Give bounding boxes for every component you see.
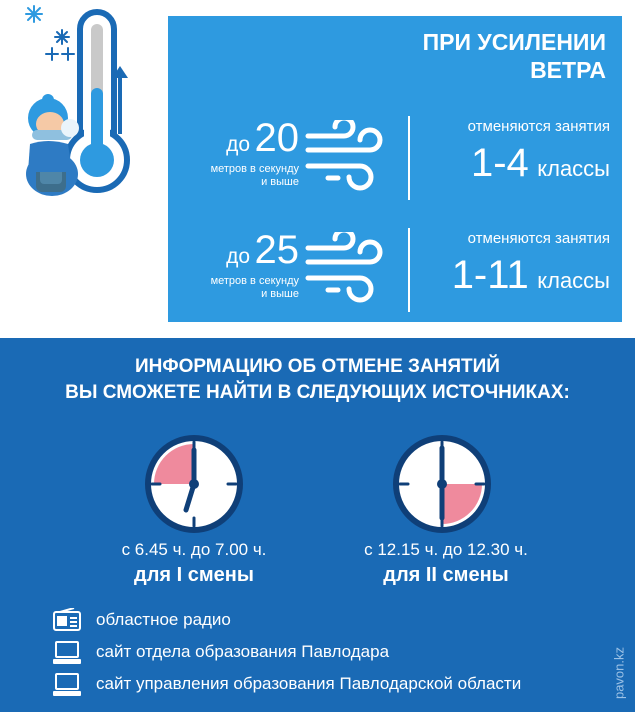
site-watermark xyxy=(604,635,634,710)
wind-row xyxy=(168,116,622,216)
speed-prefix: до xyxy=(226,245,251,268)
grades-range: 1-11 xyxy=(451,253,529,297)
computer-icon xyxy=(52,672,82,698)
speed-value: 25 xyxy=(254,228,299,272)
speed-caption-line-1: метров в секунду xyxy=(210,275,299,287)
source-label: сайт отдела образования Павлодара xyxy=(96,642,390,661)
speed-caption-line-1: метров в секунду xyxy=(210,163,299,175)
shift-time-range: с 6.45 ч. до 7.00 ч. xyxy=(121,540,267,559)
wind-icon xyxy=(304,120,386,196)
clock-icon-second-shift xyxy=(390,432,494,536)
headline-line-2: ВЕТРА xyxy=(530,57,606,83)
row-divider xyxy=(408,116,410,200)
cancel-label: отменяются занятия xyxy=(467,118,610,135)
radio-icon xyxy=(52,608,82,634)
shift-label: для II смены xyxy=(383,564,509,586)
headline-line-1: ПРИ УСИЛЕНИИ xyxy=(422,29,606,55)
watermark-text: pavon.kz xyxy=(611,646,627,699)
row-divider xyxy=(408,228,410,312)
grades-word: классы xyxy=(537,268,610,293)
cancel-label: отменяются занятия xyxy=(467,230,610,247)
top-section xyxy=(0,0,635,338)
info-section xyxy=(0,338,635,712)
computer-icon xyxy=(52,640,82,666)
info-title xyxy=(0,354,635,406)
wind-panel xyxy=(168,16,622,322)
speed-caption-line-2: и выше xyxy=(261,288,299,300)
panel-headline xyxy=(423,28,606,84)
wind-row xyxy=(168,228,622,328)
grades-range: 1-4 xyxy=(470,141,529,185)
speed-prefix: до xyxy=(226,133,251,156)
source-label: сайт управления образования Павлодарской области xyxy=(96,674,522,693)
cancellation-info xyxy=(418,230,610,298)
grades-word: классы xyxy=(537,156,610,181)
clock-icon-first-shift xyxy=(142,432,246,536)
speed-value: 20 xyxy=(254,116,299,160)
shift-label: для I смены xyxy=(134,564,254,586)
source-label: областное радио xyxy=(96,610,231,629)
shift-time-range: с 12.15 ч. до 12.30 ч. xyxy=(364,540,528,559)
info-title-line-1: ИНФОРМАЦИЮ ОБ ОТМЕНЕ ЗАНЯТИЙ xyxy=(135,356,500,377)
info-title-line-2: ВЫ СМОЖЕТЕ НАЙТИ В СЛЕДУЮЩИХ ИСТОЧНИКАХ: xyxy=(65,382,570,403)
snowflake-icon xyxy=(26,6,42,22)
wind-icon xyxy=(304,232,386,308)
cancellation-info xyxy=(418,118,610,186)
speed-caption-line-2: и выше xyxy=(261,176,299,188)
child-thermometer-illustration xyxy=(18,4,148,200)
